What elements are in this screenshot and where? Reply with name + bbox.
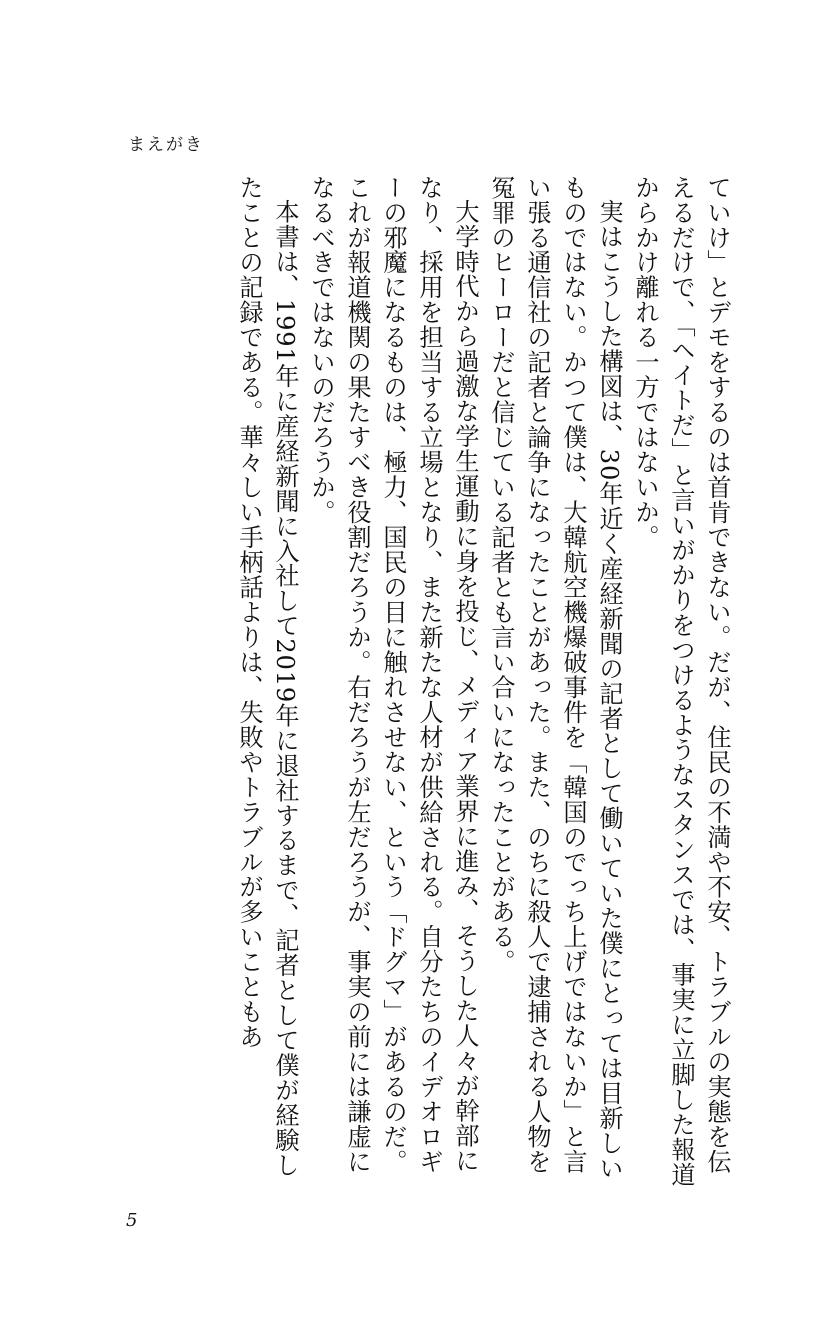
page-number: 5: [126, 1210, 138, 1231]
paragraph: 大学時代から過激な学生運動に身を投じ、メディア業界に進み、そうした人々が幹部になり、採用を担当する立場となり、また新たな人材が供給される。自分たちのイデオロギーの邪魔になるものは、極力、国民の目に触れさせない、という「ドグマ」があるのだ。これが報道機関の果たすべき役割だろうか。右だろうが左だろうが、事実の前には謙虚になるべきではないのだろうか。: [307, 175, 479, 1175]
paragraph-continued: ていけ」とデモをするのは首肯できない。だが、住民の不満や不安、トラブルの実態を伝えるだけで、「ヘイトだ」と言いがかりをつけるようなスタンスでは、事実に立脚した報道からかけ離れる一方ではないか。: [631, 175, 731, 1188]
running-head: まえがき: [128, 135, 204, 155]
body-text: [115, 175, 735, 1195]
paragraph: 実はこうした構図は、30年近く産経新聞の記者として働いていた僕にとっては目新しいものではない。かつて僕は、大韓航空機爆破事件を「韓国のでっち上げではないか」と言い張る通信社の記者と論争になったことがあった。また、のちに殺人で逮捕される人物を冤罪のヒーローだと信じている記者とも言い合いになったことがある。: [487, 175, 623, 1181]
paragraph: 本書は、1991年に産経新聞に入社して2019年に退社するまで、記者として僕が経験したことの記録である。華々しい手柄話よりは、失敗やトラブルが多いこともあ: [235, 175, 299, 1178]
